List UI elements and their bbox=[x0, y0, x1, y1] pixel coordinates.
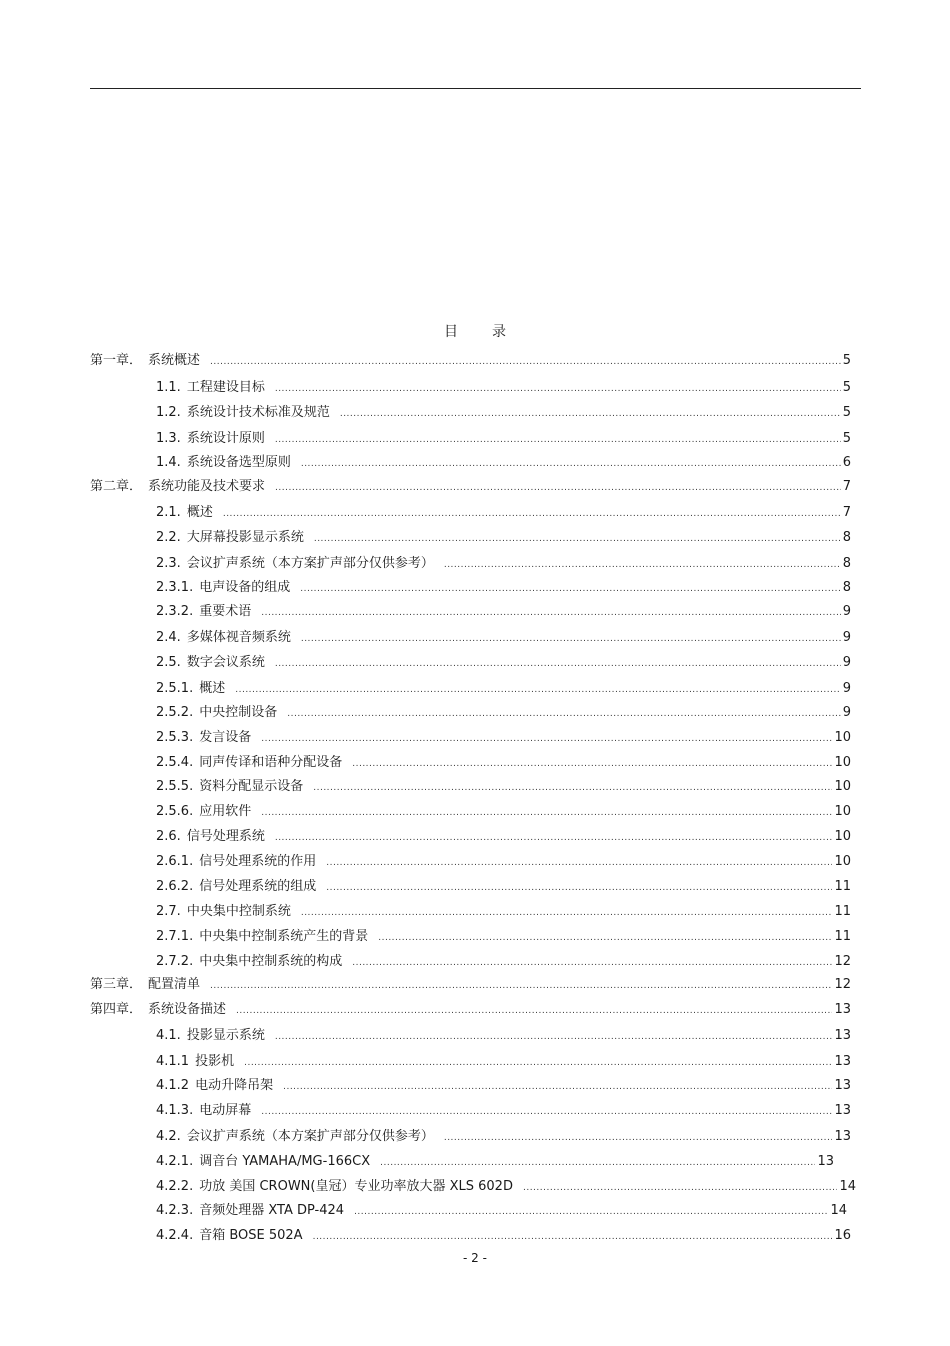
toc-entry-title: 投影显示系统 bbox=[186, 1028, 265, 1043]
toc-dot-leader bbox=[313, 779, 832, 797]
toc-entry-title: 数字会议系统 bbox=[186, 655, 265, 670]
page-number: - 2 - bbox=[463, 1251, 487, 1265]
toc-entry-number: 2.7.1. bbox=[156, 929, 194, 944]
toc-entry-page: 10 bbox=[834, 779, 851, 794]
toc-entry-title: 音箱 BOSE 502A bbox=[199, 1228, 303, 1243]
toc-dot-leader bbox=[275, 655, 841, 673]
toc-dot-leader bbox=[236, 1002, 832, 1020]
toc-dot-leader bbox=[275, 380, 841, 398]
toc-entry-page: 5 bbox=[842, 380, 851, 395]
toc-section-entry[interactable] bbox=[156, 504, 851, 522]
toc-entry-page: 8 bbox=[842, 530, 851, 545]
toc-section-entry[interactable] bbox=[156, 404, 851, 422]
toc-entry-number: 4.1.3. bbox=[156, 1103, 194, 1118]
toc-entry-page: 7 bbox=[842, 505, 851, 520]
toc-entry-page: 8 bbox=[842, 556, 851, 571]
toc-dot-leader bbox=[275, 829, 833, 847]
toc-entry-title: 信号处理系统的作用 bbox=[199, 854, 317, 869]
toc-entry-number: 4.1.1 bbox=[156, 1054, 190, 1069]
toc-entry-title: 电动屏幕 bbox=[199, 1103, 252, 1118]
toc-section-entry[interactable] bbox=[156, 828, 851, 846]
toc-entry-number: 2.2. bbox=[156, 530, 181, 545]
toc-section-entry[interactable] bbox=[156, 878, 851, 896]
toc-entry-number: 2.7. bbox=[156, 904, 181, 919]
toc-entry-number: 2.6. bbox=[156, 829, 181, 844]
toc-dot-leader bbox=[235, 681, 840, 699]
toc-entry-page: 16 bbox=[834, 1228, 851, 1243]
toc-entry-page: 11 bbox=[834, 904, 851, 919]
toc-entry-number: 2.5.4. bbox=[156, 755, 194, 770]
toc-entry-page: 13 bbox=[834, 1002, 851, 1017]
toc-dot-leader bbox=[313, 1228, 833, 1246]
toc-section-entry[interactable] bbox=[156, 853, 851, 871]
toc-entry-title: 中央控制设备 bbox=[199, 705, 278, 720]
toc-entry-number: 2.1. bbox=[156, 505, 181, 520]
toc-section-entry[interactable] bbox=[156, 953, 851, 971]
toc-entry-page: 13 bbox=[834, 1054, 851, 1069]
toc-entry-number: 第四章． bbox=[90, 1002, 143, 1017]
toc-section-entry[interactable] bbox=[156, 654, 851, 672]
toc-entry-page: 9 bbox=[842, 604, 851, 619]
toc-entry-number: 4.2.3. bbox=[156, 1203, 194, 1218]
toc-entry-page: 13 bbox=[834, 1129, 851, 1144]
toc-dot-leader bbox=[378, 929, 832, 947]
toc-entry-title: 工程建设目标 bbox=[186, 380, 265, 395]
toc-section-entry[interactable] bbox=[156, 1153, 834, 1171]
toc-entry-number: 2.6.2. bbox=[156, 879, 194, 894]
toc-entry-number: 4.2. bbox=[156, 1129, 181, 1144]
toc-entry-page: 5 bbox=[842, 431, 851, 446]
toc-entry-title: 中央集中控制系统的构成 bbox=[199, 954, 343, 969]
toc-entry-number: 2.5. bbox=[156, 655, 181, 670]
toc-section-entry[interactable] bbox=[156, 555, 851, 573]
toc-entry-number: 1.3. bbox=[156, 431, 181, 446]
toc-dot-leader bbox=[340, 405, 841, 423]
toc-entry-title: 应用软件 bbox=[199, 804, 252, 819]
toc-dot-leader bbox=[352, 755, 832, 773]
toc-entry-page: 6 bbox=[842, 455, 851, 470]
toc-dot-leader bbox=[326, 879, 832, 897]
toc-dot-leader bbox=[523, 1179, 837, 1197]
toc-dot-leader bbox=[300, 580, 840, 598]
toc-entry-title: 系统设备描述 bbox=[148, 1002, 227, 1017]
toc-dot-leader bbox=[380, 1154, 815, 1172]
toc-section-entry[interactable] bbox=[156, 754, 851, 772]
toc-dot-leader bbox=[354, 1203, 828, 1221]
toc-entry-number: 1.4. bbox=[156, 455, 181, 470]
toc-dot-leader bbox=[261, 804, 832, 822]
toc-entry-title: 系统功能及技术要求 bbox=[148, 479, 266, 494]
toc-entry-page: 11 bbox=[834, 929, 851, 944]
toc-entry-page: 10 bbox=[834, 854, 851, 869]
toc-dot-leader bbox=[275, 1028, 833, 1046]
toc-section-entry[interactable] bbox=[156, 803, 851, 821]
toc-chapter-entry[interactable] bbox=[90, 352, 851, 370]
toc-entry-title: 大屏幕投影显示系统 bbox=[186, 530, 304, 545]
toc-entry-page: 10 bbox=[834, 730, 851, 745]
toc-entry-number: 2.4. bbox=[156, 630, 181, 645]
toc-entry-title: 概述 bbox=[199, 681, 226, 696]
toc-entry-number: 2.5.6. bbox=[156, 804, 194, 819]
toc-dot-leader bbox=[301, 904, 833, 922]
toc-section-entry[interactable] bbox=[156, 603, 851, 621]
toc-dot-leader bbox=[210, 977, 832, 995]
toc-dot-leader bbox=[444, 1129, 833, 1147]
toc-entry-page: 5 bbox=[842, 353, 851, 368]
toc-entry-page: 12 bbox=[834, 954, 851, 969]
toc-entry-title: 系统设备选型原则 bbox=[186, 455, 291, 470]
toc-entry-page: 14 bbox=[830, 1203, 847, 1218]
toc-entry-title: 功放 美国 CROWN(皇冠）专业功率放大器 XLS 602D bbox=[199, 1179, 513, 1194]
toc-chapter-entry[interactable] bbox=[90, 976, 851, 994]
toc-entry-title: 系统设计原则 bbox=[186, 431, 265, 446]
toc-entry-title: 信号处理系统 bbox=[186, 829, 265, 844]
toc-entry-title: 电声设备的组成 bbox=[199, 580, 291, 595]
toc-section-entry[interactable] bbox=[156, 379, 851, 397]
toc-section-entry[interactable] bbox=[156, 579, 851, 597]
toc-entry-page: 12 bbox=[834, 977, 851, 992]
toc-entry-title: 中央集中控制系统 bbox=[186, 904, 291, 919]
toc-entry-page: 9 bbox=[842, 655, 851, 670]
toc-section-entry[interactable] bbox=[156, 680, 851, 698]
toc-entry-title: 配置清单 bbox=[148, 977, 201, 992]
toc-dot-leader bbox=[444, 556, 841, 574]
toc-dot-leader bbox=[283, 1078, 832, 1096]
toc-entry-page: 8 bbox=[842, 580, 851, 595]
toc-section-entry[interactable] bbox=[156, 1128, 851, 1146]
toc-entry-number: 第一章． bbox=[90, 353, 143, 368]
toc-entry-title: 系统设计技术标准及规范 bbox=[186, 405, 330, 420]
toc-section-entry[interactable] bbox=[156, 1202, 847, 1220]
toc-section-entry[interactable] bbox=[156, 1102, 851, 1120]
toc-dot-leader bbox=[261, 730, 832, 748]
toc-entry-page: 10 bbox=[834, 804, 851, 819]
toc-section-entry[interactable] bbox=[156, 928, 851, 946]
toc-entry-page: 13 bbox=[834, 1028, 851, 1043]
toc-entry-number: 2.5.2. bbox=[156, 705, 194, 720]
toc-entry-number: 4.2.4. bbox=[156, 1228, 194, 1243]
toc-entry-title: 同声传译和语种分配设备 bbox=[199, 755, 343, 770]
toc-entry-page: 14 bbox=[839, 1179, 856, 1194]
toc-entry-number: 1.2. bbox=[156, 405, 181, 420]
toc-entry-title: 资料分配显示设备 bbox=[199, 779, 304, 794]
toc-entry-number: 4.1.2 bbox=[156, 1078, 190, 1093]
toc-section-entry[interactable] bbox=[156, 1053, 851, 1071]
toc-dot-leader bbox=[275, 479, 841, 497]
toc-entry-title: 调音台 YAMAHA/MG-166CX bbox=[199, 1154, 371, 1169]
toc-entry-page: 10 bbox=[834, 755, 851, 770]
toc-entry-number: 4.1. bbox=[156, 1028, 181, 1043]
toc-chapter-entry[interactable] bbox=[90, 1001, 851, 1019]
toc-dot-leader bbox=[261, 604, 840, 622]
toc-title-char-1: 目 bbox=[444, 324, 458, 340]
toc-dot-leader bbox=[314, 530, 841, 548]
toc-dot-leader bbox=[301, 630, 841, 648]
toc-section-entry[interactable] bbox=[156, 430, 851, 448]
toc-entry-page: 13 bbox=[817, 1154, 834, 1169]
toc-title bbox=[0, 321, 950, 341]
toc-dot-leader bbox=[326, 854, 832, 872]
toc-entry-number: 4.2.1. bbox=[156, 1154, 194, 1169]
toc-title-char-2: 录 bbox=[492, 324, 506, 340]
toc-entry-page: 9 bbox=[842, 705, 851, 720]
toc-section-entry[interactable] bbox=[156, 778, 851, 796]
toc-entry-number: 2.3.2. bbox=[156, 604, 194, 619]
toc-entry-number: 1.1. bbox=[156, 380, 181, 395]
toc-section-entry[interactable] bbox=[156, 704, 851, 722]
toc-section-entry[interactable] bbox=[156, 529, 851, 547]
toc-entry-number: 2.5.3. bbox=[156, 730, 194, 745]
toc-dot-leader bbox=[261, 1103, 832, 1121]
toc-entry-title: 信号处理系统的组成 bbox=[199, 879, 317, 894]
toc-dot-leader bbox=[223, 505, 841, 523]
toc-section-entry[interactable] bbox=[156, 1178, 856, 1196]
toc-entry-title: 概述 bbox=[186, 505, 213, 520]
toc-dot-leader bbox=[301, 455, 841, 473]
toc-section-entry[interactable] bbox=[156, 729, 851, 747]
toc-entry-title: 系统概述 bbox=[148, 353, 201, 368]
toc-entry-number: 第二章． bbox=[90, 479, 143, 494]
toc-entry-number: 2.5.1. bbox=[156, 681, 194, 696]
toc-entry-page: 13 bbox=[834, 1078, 851, 1093]
toc-entry-number: 2.3.1. bbox=[156, 580, 194, 595]
toc-section-entry[interactable] bbox=[156, 1077, 851, 1095]
toc-entry-page: 5 bbox=[842, 405, 851, 420]
toc-dot-leader bbox=[244, 1054, 832, 1072]
toc-entry-title: 多媒体视音频系统 bbox=[186, 630, 291, 645]
toc-entry-number: 2.5.5. bbox=[156, 779, 194, 794]
toc-entry-title: 发言设备 bbox=[199, 730, 252, 745]
toc-section-entry[interactable] bbox=[156, 454, 851, 472]
toc-section-entry[interactable] bbox=[156, 903, 851, 921]
toc-dot-leader bbox=[352, 954, 832, 972]
toc-dot-leader bbox=[275, 431, 841, 449]
toc-dot-leader bbox=[210, 353, 841, 371]
toc-section-entry[interactable] bbox=[156, 1027, 851, 1045]
toc-entry-number: 2.3. bbox=[156, 556, 181, 571]
toc-entry-title: 音频处理器 XTA DP-424 bbox=[199, 1203, 345, 1218]
toc-section-entry[interactable] bbox=[156, 629, 851, 647]
toc-chapter-entry[interactable] bbox=[90, 478, 851, 496]
toc-entry-number: 4.2.2. bbox=[156, 1179, 194, 1194]
toc-entry-title: 电动升降吊架 bbox=[195, 1078, 274, 1093]
toc-entry-page: 11 bbox=[834, 879, 851, 894]
toc-entry-title: 投影机 bbox=[195, 1054, 235, 1069]
toc-entry-title: 会议扩声系统（本方案扩声部分仅供参考） bbox=[186, 1129, 434, 1144]
toc-entry-page: 13 bbox=[834, 1103, 851, 1118]
toc-entry-page: 7 bbox=[842, 479, 851, 494]
toc-dot-leader bbox=[287, 705, 840, 723]
toc-section-entry[interactable] bbox=[156, 1227, 851, 1245]
header-rule bbox=[90, 88, 861, 89]
toc-entry-title: 重要术语 bbox=[199, 604, 252, 619]
toc-entry-number: 2.7.2. bbox=[156, 954, 194, 969]
toc-entry-title: 中央集中控制系统产生的背景 bbox=[199, 929, 369, 944]
toc-entry-number: 第三章． bbox=[90, 977, 143, 992]
toc-entry-number: 2.6.1. bbox=[156, 854, 194, 869]
toc-entry-page: 10 bbox=[834, 829, 851, 844]
toc-entry-page: 9 bbox=[842, 630, 851, 645]
toc-entry-title: 会议扩声系统（本方案扩声部分仅供参考） bbox=[186, 556, 434, 571]
toc-entry-page: 9 bbox=[842, 681, 851, 696]
